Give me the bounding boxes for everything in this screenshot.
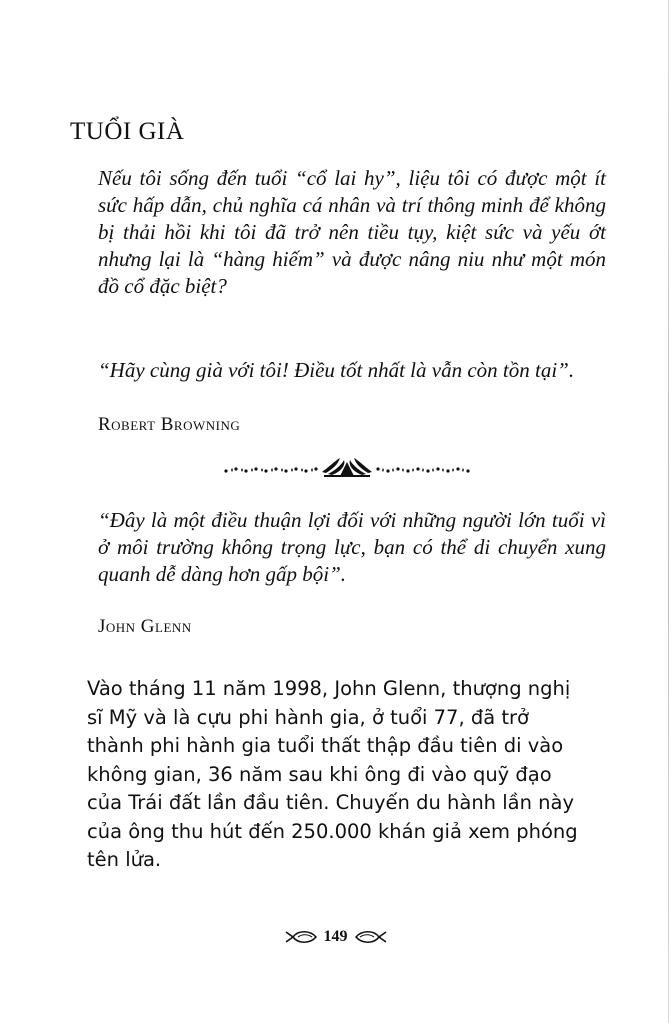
epigraph-text: Nếu tôi sống đến tuổi “cổ lai hy”, liệu tôi có được một ít sức hấp dẫn, chủ nghĩa cá nhân và trí thông minh để không bị thải hồi khi tôi đã trở nên tiều tụy, kiệt sức và yếu ớt nhưng lại là “hàng hiếm” và được nâng niu như một món đồ cổ đặc biệt? <box>98 166 606 298</box>
quote-text: “Đây là một điều thuận lợi đối với những người lớn tuổi vì ở môi trường không trọng lực, bạn có thể di chuyển xung quanh dễ dàng hơn gấp bội”. <box>98 508 606 586</box>
quote-author-glenn: John Glenn <box>98 616 192 637</box>
epigraph <box>98 165 606 300</box>
quote-browning <box>98 357 606 384</box>
body-text: Vào tháng 11 năm 1998, John Glenn, thượng nghị sĩ Mỹ và là cựu phi hành gia, ở tuổi 77, đã trở thành phi hành gia tuổi thất thập đầu tiên di vào không gian, 36 năm sau khi ông đi vào quỹ đạo của Trái đất lần đầu tiên. Chuyến du hành lần này của ông thu hút đến 250.000 khán giả xem phóng tên lửa. <box>87 677 578 871</box>
fish-right-icon <box>354 929 388 945</box>
quote-text: “Hãy cùng già với tôi! Điều tốt nhất là vẫn còn tồn tại”. <box>98 358 575 382</box>
page-number: 149 <box>323 928 348 945</box>
star-leaf-ornament-icon <box>222 456 472 482</box>
quote-author-browning: Robert Browning <box>98 414 241 435</box>
body-paragraph <box>87 675 587 875</box>
chapter-title: TUỔI GIÀ <box>70 118 185 145</box>
page-footer <box>0 928 671 950</box>
fish-left-icon <box>284 929 318 945</box>
quote-glenn <box>98 507 606 588</box>
page-edge-line <box>668 0 669 1023</box>
